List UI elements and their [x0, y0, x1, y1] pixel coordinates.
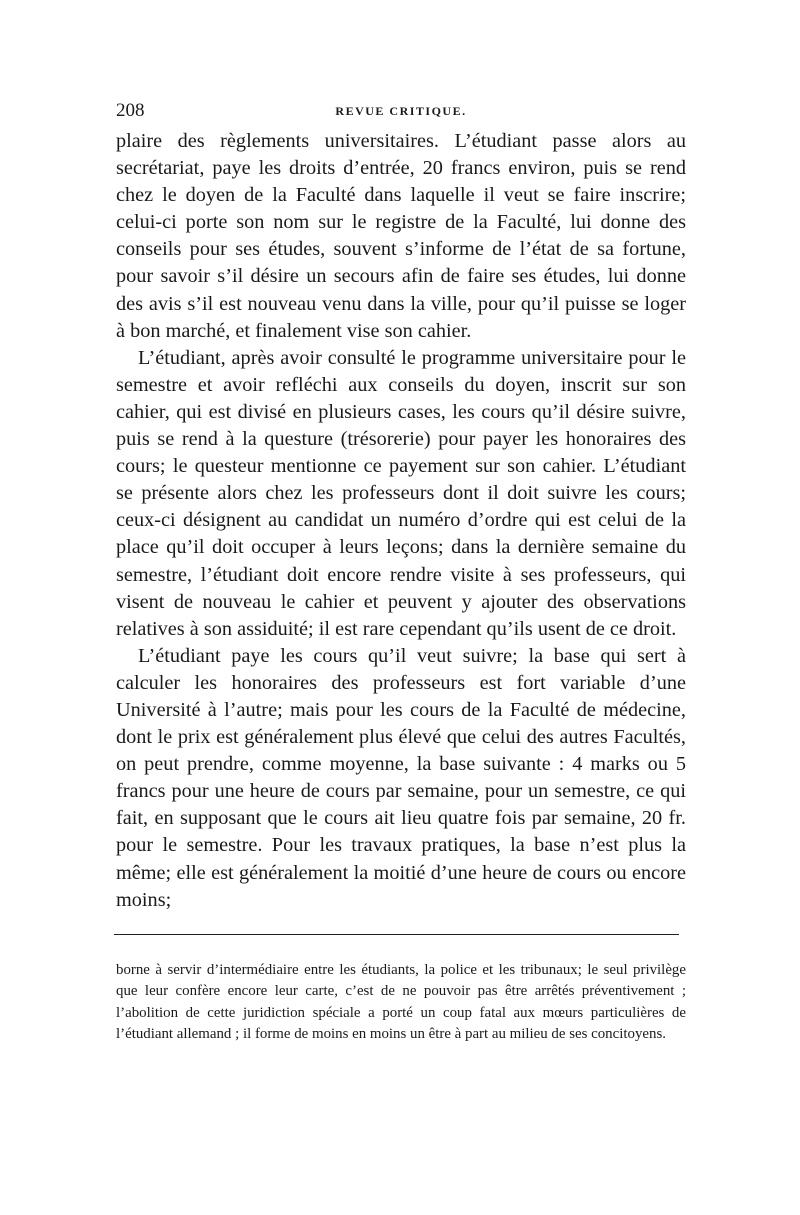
paragraph-3: L’étudiant paye les cours qu’il veut suivre; la base qui sert à calculer les honoraires des professeurs est fort variable d’une Université à l’autre; mais pour les cours de la Faculté de médecine, dont le prix est généralement plus élevé que celui des autres Facultés, on peut prendre, comme moyenne, la base suivante : 4 marks ou 5 francs pour une heure de cours par semaine, pour un semestre, ce qui fait, en supposant que le cours ait lieu quatre fois par semaine, 20 fr. pour le semestre. Pour les travaux pratiques, la base n’est plus la même; elle est généralement la moitié d’une heure de cours ou encore moins; [116, 644, 686, 911]
footnote-text: borne à servir d’intermédiaire entre les étudiants, la police et les tribunaux; le seul privilège que leur confère encore leur carte, c’est de ne pouvoir pas être arrêtés préventivement ; l’abolition de cette juridiction spéciale a porté un coup fatal aux mœurs particulières de l’étudiant allemand ; il forme de moins en moins un être à part au milieu de ses concitoyens. [116, 961, 686, 1042]
paragraph-1: plaire des règlements universitaires. L’étudiant passe alors au secrétariat, paye les droits d’entrée, 20 francs environ, puis se rend chez le doyen de la Faculté dans laquelle il veut se faire inscrire; celui-ci porte son nom sur le registre de la Faculté, lui donne des conseils pour ses études, souvent s’informe de l’état de sa fortune, pour savoir s’il désire un secours afin de faire ses études, lui donne des avis s’il est nouveau venu dans la ville, pour qu’il puisse se loger à bon marché, et finalement vise son cahier. [116, 130, 686, 342]
paragraph-2: L’étudiant, après avoir consulté le programme universitaire pour le semestre et avoir refléchi aux conseils du doyen, inscrit sur son cahier, qui est divisé en plusieurs cases, les cours qu’il désire suivre, puis se rend à la questure (trésorerie) pour payer les honoraires des cours; le questeur mentionne ce payement sur son cahier. L’étudiant se présente alors chez les professeurs dont il doit suivre les cours; ceux-ci désignent au candidat un numéro d’ordre qui est celui de la place qu’il doit occuper à leurs leçons; dans la dernière semaine du semestre, l’étudiant doit encore rendre visite à ses professeurs, qui visent de nouveau le cahier et peuvent y ajouter des observations relatives à son assiduité; il est rare cependant qu’ils usent de ce droit. [116, 346, 686, 640]
body-text [116, 128, 686, 914]
page-number: 208 [116, 100, 145, 121]
footnote-divider [114, 934, 679, 935]
page-header [116, 96, 686, 128]
running-title: REVUE CRITIQUE. [335, 104, 467, 118]
book-page [116, 96, 686, 1045]
footnote [116, 960, 686, 1046]
